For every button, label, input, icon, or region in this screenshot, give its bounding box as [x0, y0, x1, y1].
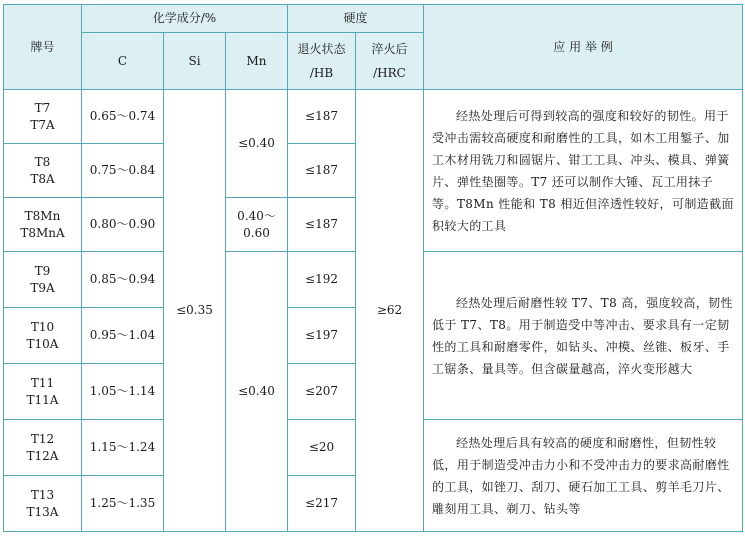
header-annealed-line2: /HB: [309, 66, 334, 80]
grade-cell: [4, 198, 82, 252]
grade-name-a: T8A: [30, 171, 55, 186]
application-text-group2: 经热处理后耐磨性较 T7、T8 高，强度较高，韧性低于 T7、T8。用于制造受中等冲击、要求具有一定韧性的工具和耐磨零件，如钻头、冲模、丝锥、板牙、手工锯条、量具等。但含碳量越高，淬火变形越大: [424, 252, 743, 420]
grade-cell: [4, 252, 82, 308]
grade-name: T13: [30, 488, 55, 503]
manganese-cell: [226, 198, 288, 252]
hb-cell: ≤20: [288, 420, 356, 476]
carbon-tool-steel-table: [3, 4, 743, 532]
header-quenched-hrc: [356, 33, 424, 90]
carbon-cell: 0.80～0.90: [82, 198, 164, 252]
application-text-group3: 经热处理后具有较高的硬度和耐磨性，但韧性较低，用于制造受冲击力小和不受冲击力的要求高耐磨性的工具，如锉刀、刮刀、硬石加工工具、剪羊毛刀片、雕刻用工具、剃刀、钻头等: [424, 420, 743, 532]
grade-name-a: T12A: [26, 448, 59, 463]
grade-name: T9: [34, 264, 51, 279]
grade-name-a: T13A: [26, 504, 59, 519]
grade-name-a: T9A: [30, 280, 55, 295]
header-grade: 牌号: [4, 5, 82, 90]
carbon-cell: 0.75～0.84: [82, 144, 164, 198]
header-annealed-hb: [288, 33, 356, 90]
grade-cell: [4, 308, 82, 364]
header-quenched-line1: 淬火后: [371, 42, 408, 56]
header-quenched-line2: /HRC: [373, 66, 406, 80]
carbon-cell: 1.05～1.14: [82, 364, 164, 420]
manganese-range-start: 0.40～: [237, 209, 276, 224]
header-hardness: 硬度: [288, 5, 424, 33]
hrc-cell: ≥62: [356, 90, 424, 532]
grade-name: T11: [30, 376, 55, 391]
grade-name-a: T7A: [30, 117, 55, 132]
grade-name: T7: [34, 101, 51, 116]
grade-name-a: T8MnA: [20, 225, 65, 240]
grade-cell: [4, 90, 82, 144]
header-application: 应 用 举 例: [424, 5, 743, 90]
header-si: Si: [164, 33, 226, 90]
hb-cell: ≤197: [288, 308, 356, 364]
grade-cell: [4, 476, 82, 532]
silicon-cell: ≤0.35: [164, 90, 226, 532]
header-mn: Mn: [226, 33, 288, 90]
grade-name: T8Mn: [24, 209, 61, 224]
carbon-cell: 0.65～0.74: [82, 90, 164, 144]
grade-name-a: T11A: [26, 392, 59, 407]
hb-cell: ≤187: [288, 198, 356, 252]
application-text-group1: 经热处理后可得到较高的强度和较好的韧性。用于受冲击需较高硬度和耐磨性的工具，如木工用錾子、加工木材用铣刀和圆锯片、钳工工具、冲头、模具、弹簧片、弹性垫圈等。T7 还可以制作大锤、瓦工用抹子等。T8Mn 性能和 T8 相近但淬透性较好，可制造截面积较大的工具: [424, 90, 743, 252]
carbon-cell: 0.85～0.94: [82, 252, 164, 308]
hb-cell: ≤217: [288, 476, 356, 532]
grade-cell: [4, 364, 82, 420]
hb-cell: ≤207: [288, 364, 356, 420]
grade-name-a: T10A: [26, 336, 59, 351]
hb-cell: ≤187: [288, 144, 356, 198]
header-annealed-line1: 退火状态: [297, 42, 346, 56]
hb-cell: ≤187: [288, 90, 356, 144]
carbon-cell: 1.15～1.24: [82, 420, 164, 476]
hb-cell: ≤192: [288, 252, 356, 308]
grade-name: T10: [30, 320, 55, 335]
grade-cell: [4, 420, 82, 476]
manganese-cell: ≤0.40: [226, 90, 288, 198]
grade-name: T8: [34, 155, 51, 170]
grade-cell: [4, 144, 82, 198]
header-c: C: [82, 33, 164, 90]
manganese-cell: ≤0.40: [226, 252, 288, 532]
header-chemical-composition: 化学成分/%: [82, 5, 288, 33]
manganese-range-end: 0.60: [243, 225, 270, 240]
carbon-cell: 1.25～1.35: [82, 476, 164, 532]
carbon-cell: 0.95～1.04: [82, 308, 164, 364]
grade-name: T12: [30, 432, 55, 447]
table-row: [4, 90, 743, 144]
